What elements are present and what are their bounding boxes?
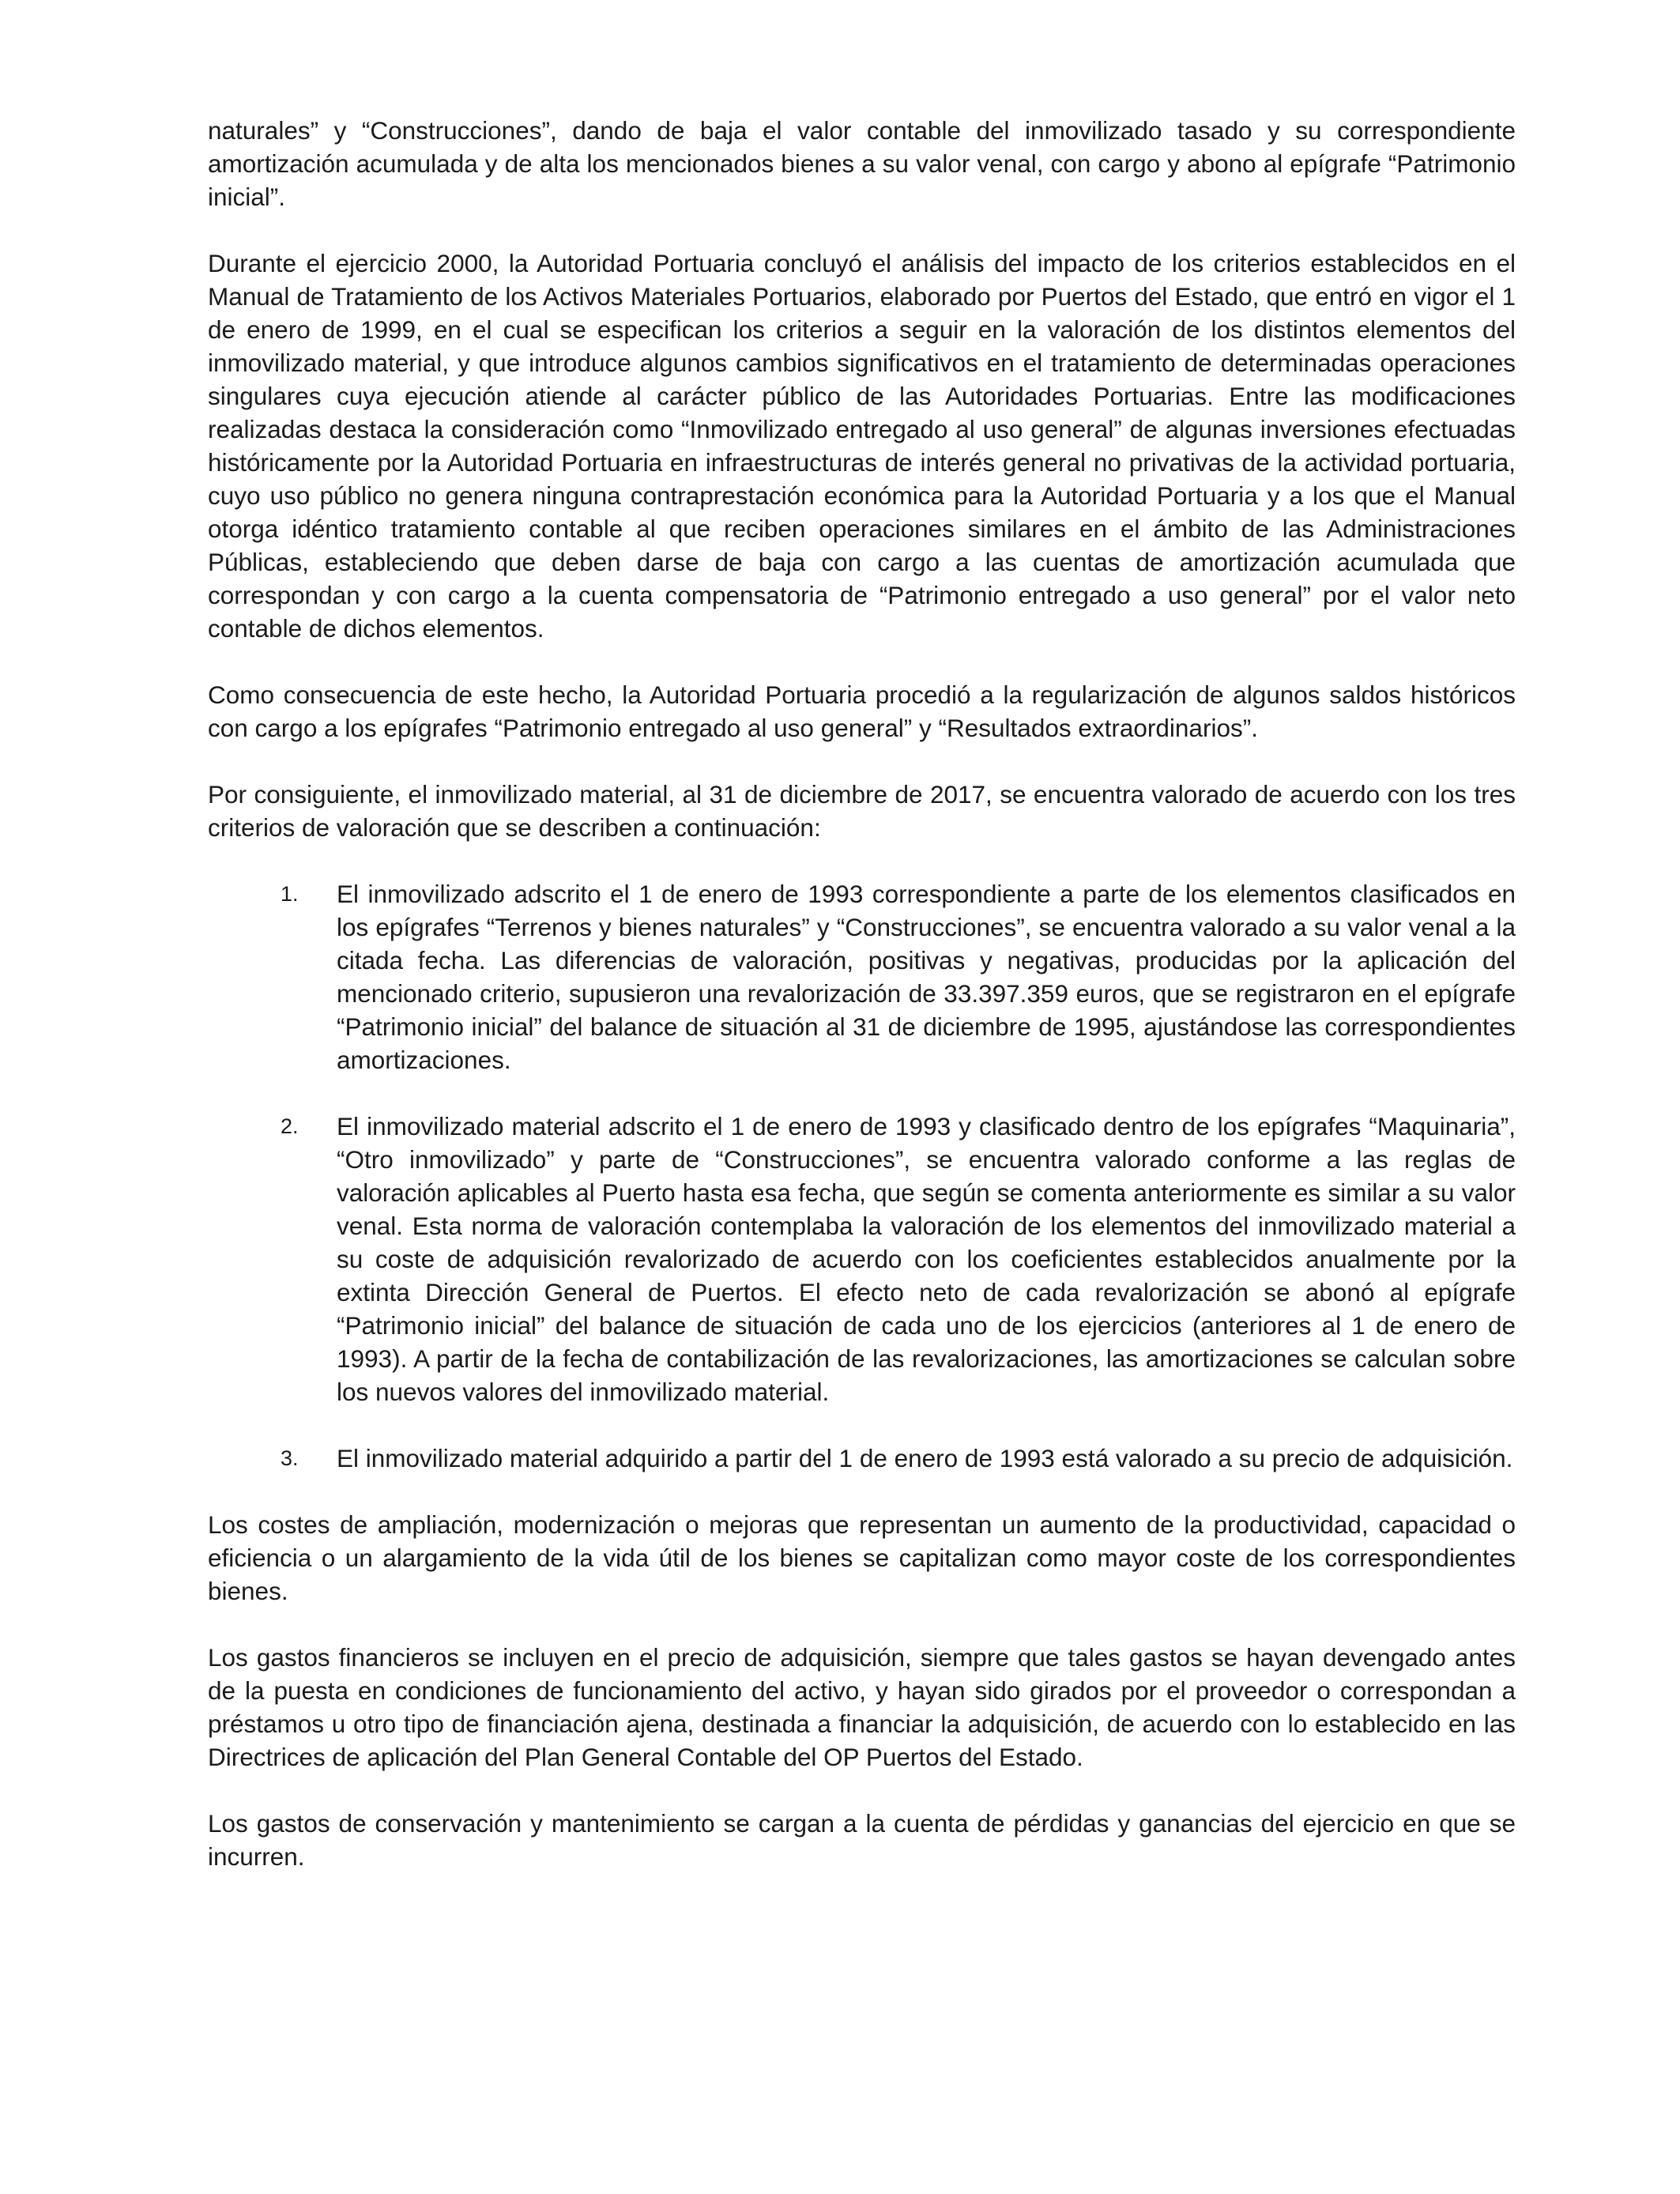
list-item-number: 3.: [281, 1446, 299, 1470]
list-item: [208, 1110, 1516, 1408]
paragraph: Los costes de ampliación, modernización o mejoras que representan un aumento de la productividad, capacidad o eficiencia o un alargamiento de la vida útil de los bienes se capitalizan como mayor coste de los correspondientes bienes.: [208, 1510, 1516, 1605]
list-item-text: El inmovilizado adscrito el 1 de enero de 1993 correspondiente a parte de los elementos clasificados en los epígrafes “Terrenos y bienes naturales” y “Construcciones”, se encuentra valorado a su valor venal a la citada fecha. Las diferencias de valoración, positivas y negativas, producidas por la aplicación del mencionado criterio, supusieron una revalorización de 33.397.359 euros, que se registraron en el epígrafe “Patrimonio inicial” del balance de situación al 31 de diciembre de 1995, ajustándose las correspondientes amortizaciones.: [337, 880, 1516, 1074]
valuation-criteria-list: [208, 877, 1516, 1475]
paragraph: Los gastos financieros se incluyen en el precio de adquisición, siempre que tales gastos se hayan devengado antes de la puesta en condiciones de funcionamiento del activo, y hayan sido girados por el proveedor o correspondan a préstamos u otro tipo de financiación ajena, destinada a financiar la adquisición, de acuerdo con lo establecido en las Directrices de aplicación del Plan General Contable del OP Puertos del Estado.: [208, 1643, 1516, 1771]
paragraph: Los gastos de conservación y mantenimiento se cargan a la cuenta de pérdidas y ganancias del ejercicio en que se incurren.: [208, 1809, 1516, 1871]
paragraph: Como consecuencia de este hecho, la Autoridad Portuaria procedió a la regularización de algunos saldos históricos con cargo a los epígrafes “Patrimonio entregado al uso general” y “Resultados extraordinarios”.: [208, 680, 1516, 742]
list-item: [208, 1442, 1516, 1475]
list-item-number: 1.: [281, 882, 299, 906]
list-item-text: El inmovilizado material adscrito el 1 de enero de 1993 y clasificado dentro de los epígrafes “Maquinaria”, “Otro inmovilizado” y parte de “Construcciones”, se encuentra valorado conforme a las reglas de valoración aplicables al Puerto hasta esa fecha, que según se comenta anteriormente es similar a su valor venal. Esta norma de valoración contemplaba la valoración de los elementos del inmovilizado material a su coste de adquisición revalorizado de acuerdo con los coeficientes establecidos anualmente por la extinta Dirección General de Puertos. El efecto neto de cada revalorización se abonó al epígrafe “Patrimonio inicial” del balance de situación de cada uno de los ejercicios (anteriores al 1 de enero de 1993). A partir de la fecha de contabilización de las revalorizaciones, las amortizaciones se calculan sobre los nuevos valores del inmovilizado material.: [337, 1112, 1516, 1406]
paragraph: Durante el ejercicio 2000, la Autoridad Portuaria concluyó el análisis del impacto de los criterios establecidos en el Manual de Tratamiento de los Activos Materiales Portuarios, elaborado por Puertos del Estado, que entró en vigor el 1 de enero de 1999, en el cual se especifican los criterios a seguir en la valoración de los distintos elementos del inmovilizado material, y que introduce algunos cambios significativos en el tratamiento de determinadas operaciones singulares cuya ejecución atiende al carácter público de las Autoridades Portuarias. Entre las modificaciones realizadas destaca la consideración como “Inmovilizado entregado al uso general” de algunas inversiones efectuadas históricamente por la Autoridad Portuaria en infraestructuras de interés general no privativas de la actividad portuaria, cuyo uso público no genera ninguna contraprestación económica para la Autoridad Portuaria y a los que el Manual otorga idéntico tratamiento contable al que reciben operaciones similares en el ámbito de las Administraciones Públicas, estableciendo que deben darse de baja con cargo a las cuentas de amortización acumulada que correspondan y con cargo a la cuenta compensatoria de “Patrimonio entregado a uso general” por el valor neto contable de dichos elementos.: [208, 249, 1516, 643]
document-page: [208, 114, 1516, 1906]
list-item: [208, 877, 1516, 1076]
paragraph: Por consiguiente, el inmovilizado material, al 31 de diciembre de 2017, se encuentra valorado de acuerdo con los tres criterios de valoración que se describen a continuación:: [208, 780, 1516, 842]
list-item-number: 2.: [281, 1114, 299, 1138]
list-item-text: El inmovilizado material adquirido a partir del 1 de enero de 1993 está valorado a su precio de adquisición.: [337, 1444, 1513, 1472]
paragraph: naturales” y “Construcciones”, dando de baja el valor contable del inmovilizado tasado y su correspondiente amortización acumulada y de alta los mencionados bienes a su valor venal, con cargo y abono al epígrafe “Patrimonio inicial”.: [208, 116, 1516, 211]
